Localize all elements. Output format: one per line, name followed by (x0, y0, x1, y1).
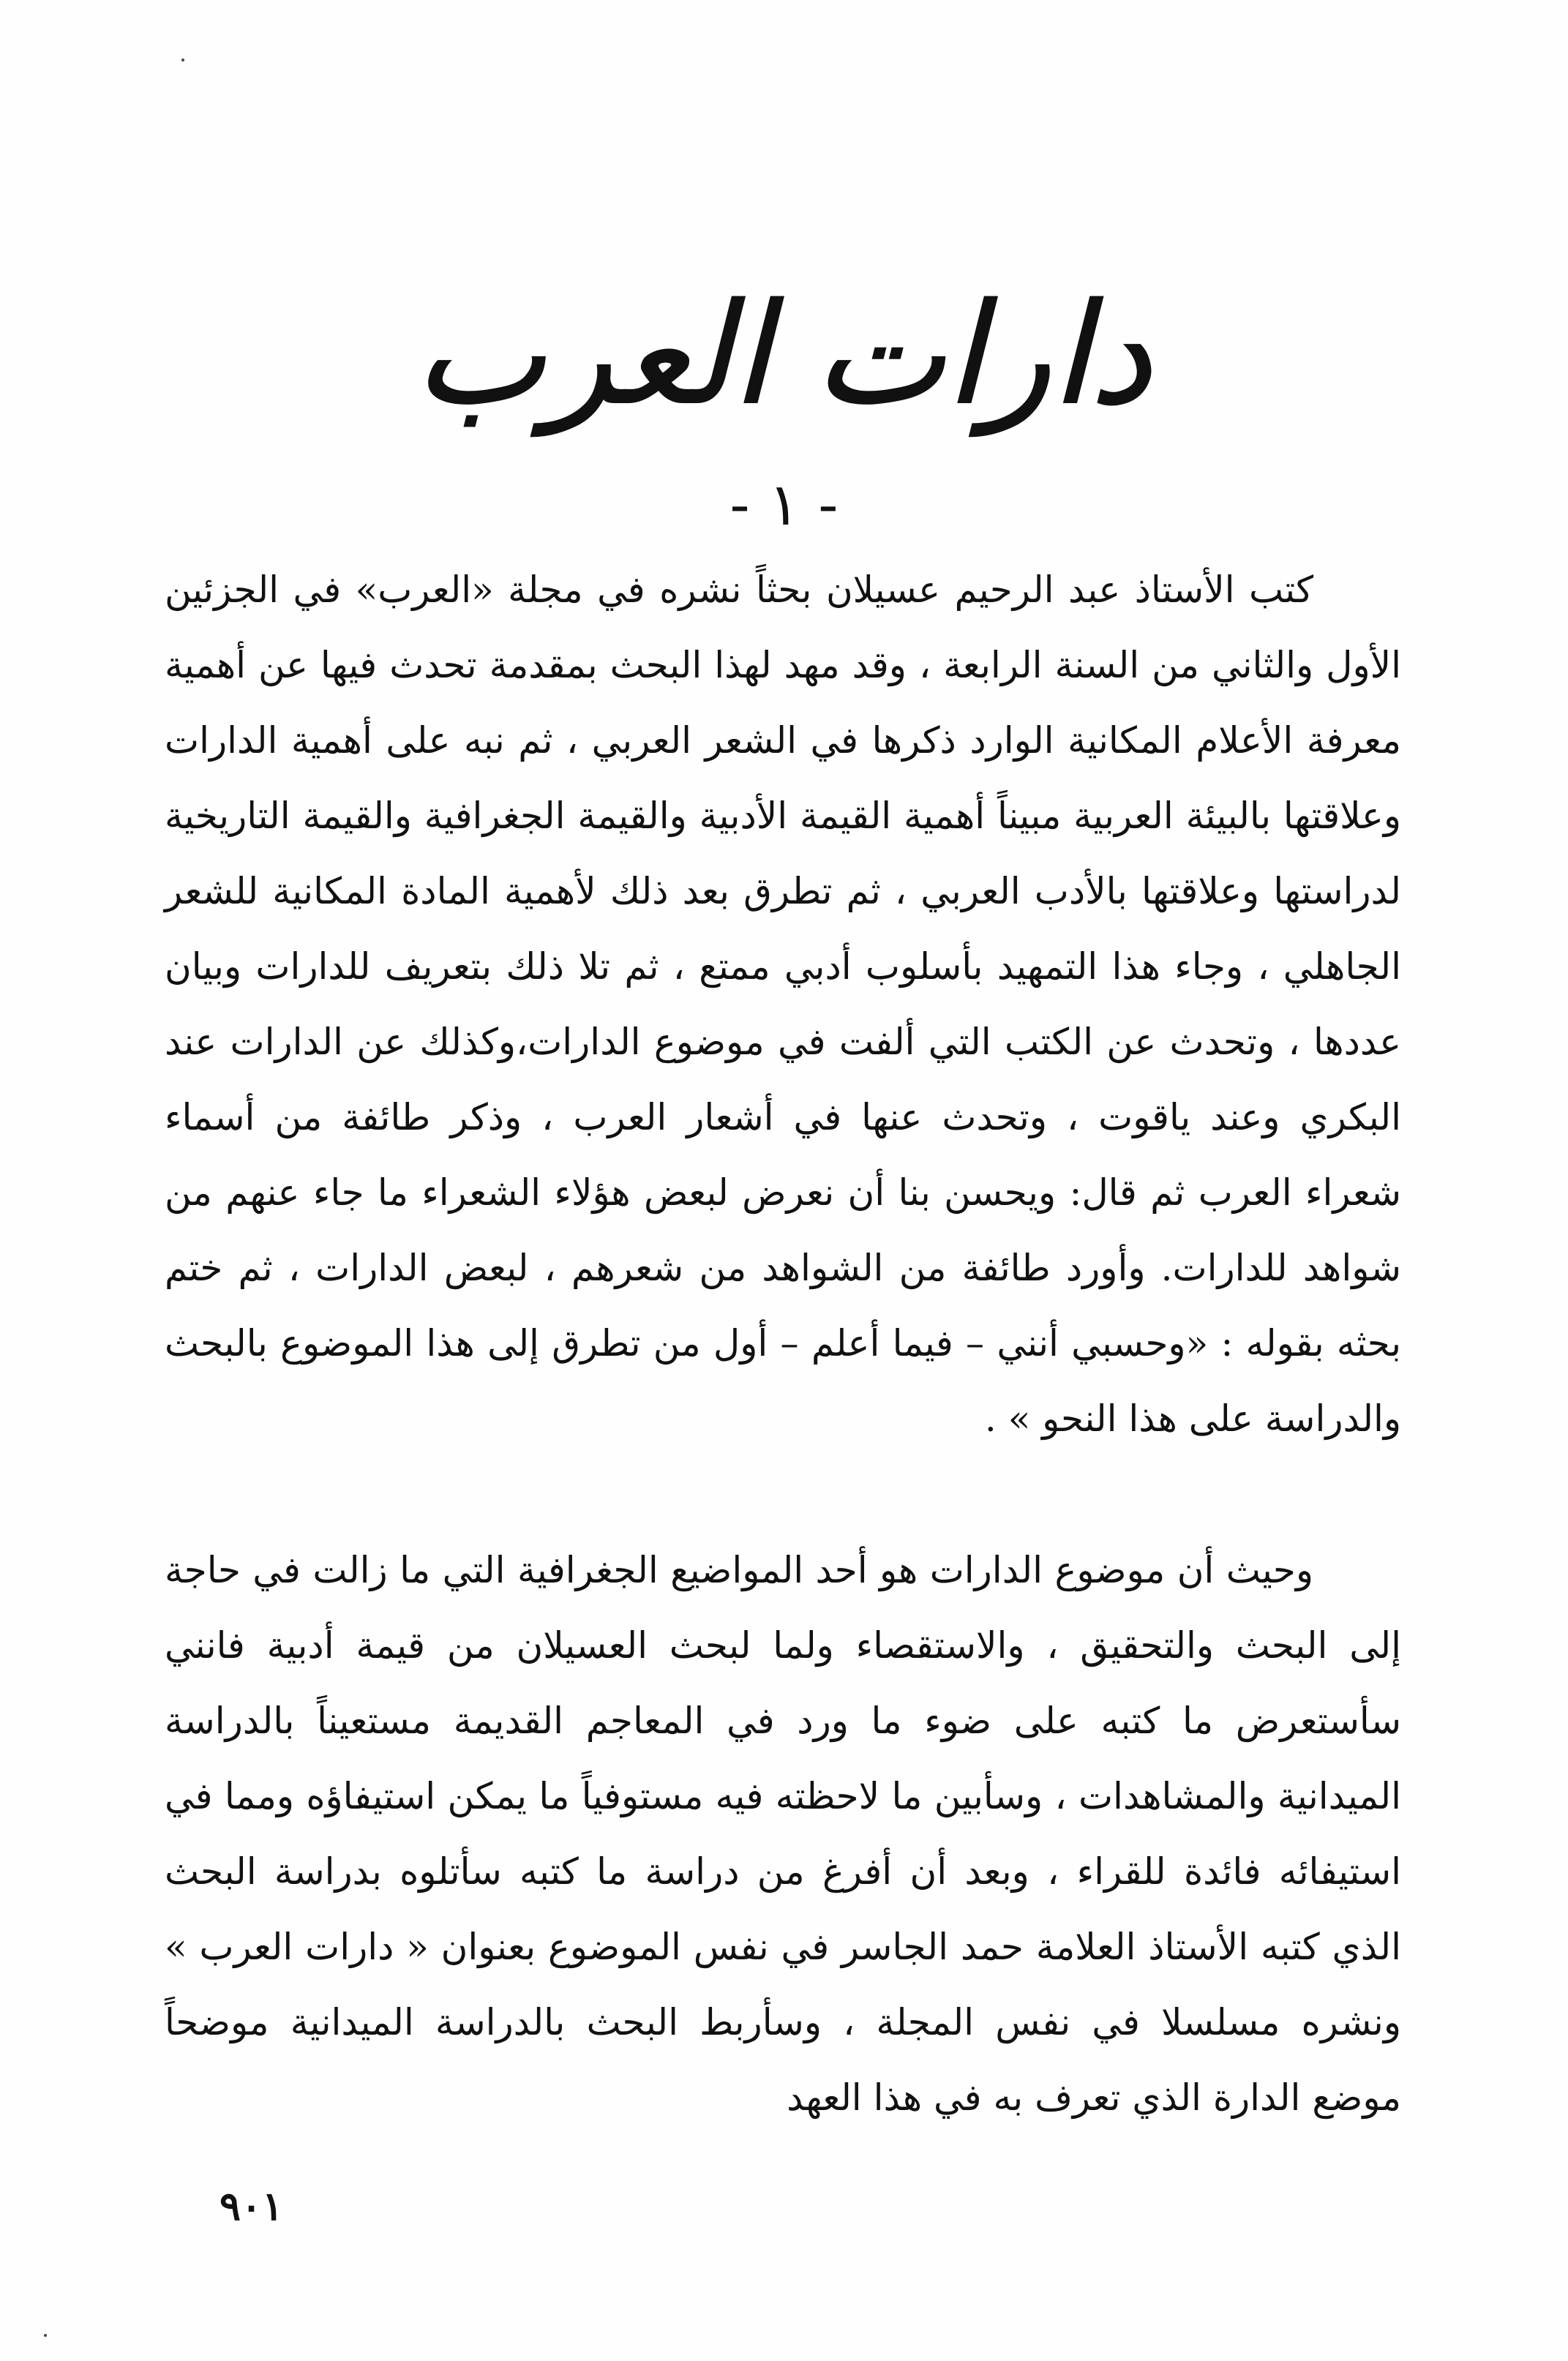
paragraph-text: وحيث أن موضوع الدارات هو أحد المواضيع الجغرافية التي ما زالت في حاجة إلى البحث والتحقيق ، والاستقصاء ولما لبحث العسيلان من قيمة أدبية فانني سأستعرض ما كتبه على ضوء ما ورد في المعاجم القديمة مستعيناً بالدراسة الميدانية والمشاهدات ، وسأبين ما لاحظته فيه مستوفياً ما يمكن استيفاؤه ومما في استيفائه فائدة للقراء ، وبعد أن أفرغ من دراسة ما كتبه سأتلوه بدراسة البحث الذي كتبه الأستاذ العلامة حمد الجاسر في نفس الموضوع بعنوان « دارات العرب » ونشره مسلسلا في نفس المجلة ، وسأربط البحث بالدراسة الميدانية موضحاً موضع الدارة الذي تعرف به في هذا العهد (165, 1549, 1401, 2119)
scan-speck (181, 59, 184, 61)
section-number: - ١ - (729, 470, 839, 538)
paragraph-2 (165, 1533, 1401, 2136)
paragraph-1 (165, 552, 1401, 1457)
page-number: ٩٠١ (220, 2182, 284, 2229)
scan-speck (44, 2334, 47, 2337)
title-calligraphy (380, 249, 1185, 468)
paragraph-text: كتب الأستاذ عبد الرحيم عسيلان بحثاً نشره في مجلة «العرب» في الجزئين الأول والثاني من السنة الرابعة ، وقد مهد لهذا البحث بمقدمة تحدث فيها عن أهمية معرفة الأعلام المكانية الوارد ذكرها في الشعر العربي ، ثم نبه على أهمية الدارات وعلاقتها بالبيئة العربية مبيناً أهمية القيمة الأدبية والقيمة الجغرافية والقيمة التاريخية لدراستها وعلاقتها بالأدب العربي ، ثم تطرق بعد ذلك لأهمية المادة المكانية للشعر الجاهلي ، وجاء هذا التمهيد بأسلوب أدبي ممتع ، ثم تلا ذلك بتعريف للدارات وبيان عددها ، وتحدث عن الكتب التي ألفت في موضوع الدارات،وكذلك عن الدارات عند البكري وعند ياقوت ، وتحدث عنها في أشعار العرب ، وذكر طائفة من أسماء شعراء العرب ثم قال: ويحسن بنا أن نعرض لبعض هؤلاء الشعراء ما جاء عنهم من شواهد للدارات. وأورد طائفة من الشواهد من شعرهم ، لبعض الدارات ، ثم ختم بحثه بقوله : «وحسبي أنني – فيما أعلم – أول من تطرق إلى هذا الموضوع بالبحث والدراسة على هذا النحو » . (165, 568, 1401, 1440)
page-title: دارات العرب (414, 274, 1152, 435)
